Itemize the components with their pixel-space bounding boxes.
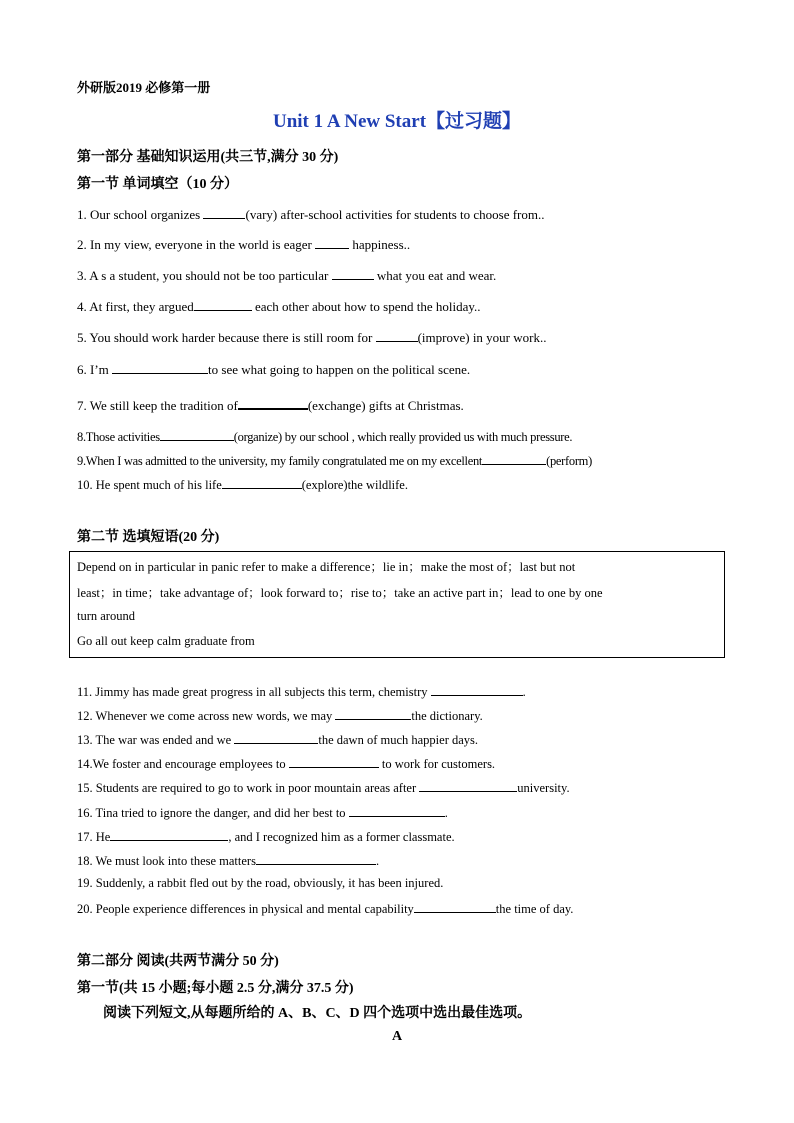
question-9: 9.When I was admitted to the university, my family congratulated me on my excellent (perform) [77,454,592,468]
part2-heading: 第二部分 阅读(共两节满分 50 分) [77,954,279,969]
blank [256,852,376,865]
blank [349,804,445,817]
part1-heading: 第一部分 基础知识运用(共三节,满分 30 分) [77,150,339,165]
blank [112,361,208,374]
question-8: 8.Those activities (organize) by our school , which really provided us with much pressure. [77,430,573,444]
phrase-box [69,551,725,658]
question-16: 16. Tina tried to ignore the danger, and did her best to . [77,806,448,820]
question-7: 7. We still keep the tradition of (exchange) gifts at Christmas. [77,398,464,413]
edition-header: 外研版2019 必修第一册 [77,80,211,95]
question-15: 15. Students are required to go to work in poor mountain areas after university. [77,781,570,795]
question-13: 13. The war was ended and we the dawn of much happier days. [77,733,479,747]
blank [419,779,517,792]
blank [194,298,252,311]
phrase-line: turn around [77,609,135,623]
question-11: 11. Jimmy has made great progress in all subjects this term, chemistry . [77,685,526,699]
question-12: 12. Whenever we come across new words, we may the dictionary. [77,709,483,723]
question-3: 3. A s a student, you should not be too particular what you eat and wear. [77,268,497,283]
blank [482,452,546,465]
question-5: 5. You should work harder because there is still room for (improve) in your work.. [77,330,547,345]
section1-heading: 第一节 单词填空（10 分） [77,177,238,192]
passage-label: A [391,1029,403,1044]
blank [289,755,379,768]
blank [335,707,411,720]
page-title: Unit 1 A New Start【过习题】 [272,111,522,132]
section2-heading: 第二节 选填短语(20 分) [77,530,220,545]
question-1: 1. Our school organizes (vary) after-school activities for students to choose from.. [77,207,545,222]
phrase-line: Depend on in particular in panic refer to make a difference；lie in；make the most of；last but not [77,560,576,574]
question-19: 19. Suddenly, a rabbit fled out by the road, obviously, it has been injured. [77,876,444,890]
blank [160,428,234,441]
blank [376,329,418,342]
blank [414,900,496,913]
blank [238,396,308,410]
blank [332,267,374,280]
blank [315,236,349,249]
question-6: 6. I’m to see what going to happen on the political scene. [77,362,471,377]
phrase-line: Go all out keep calm graduate from [77,634,255,648]
blank [234,731,318,744]
blank [431,683,523,696]
question-17: 17. He , and I recognized him as a former classmate. [77,830,455,844]
question-4: 4. At first, they argued each other about how to spend the holiday.. [77,299,481,314]
phrase-line: least；in time；take advantage of；look forward to；rise to；take an active part in；lead to one by one [77,586,603,600]
reading-instruction: 阅读下列短文,从每题所给的 A、B、C、D 四个选项中选出最佳选项。 [103,1006,532,1021]
blank [222,476,302,489]
question-20: 20. People experience differences in physical and mental capability the time of day. [77,902,574,916]
question-18: 18. We must look into these matters . [77,854,380,868]
blank [110,828,228,841]
question-2: 2. In my view, everyone in the world is eager happiness.. [77,237,411,252]
part2-section1-heading: 第一节(共 15 小题;每小题 2.5 分,满分 37.5 分) [77,981,354,996]
question-14: 14.We foster and encourage employees to to work for customers. [77,757,496,771]
blank [203,206,245,219]
question-10: 10. He spent much of his life (explore)the wildlife. [77,478,408,492]
